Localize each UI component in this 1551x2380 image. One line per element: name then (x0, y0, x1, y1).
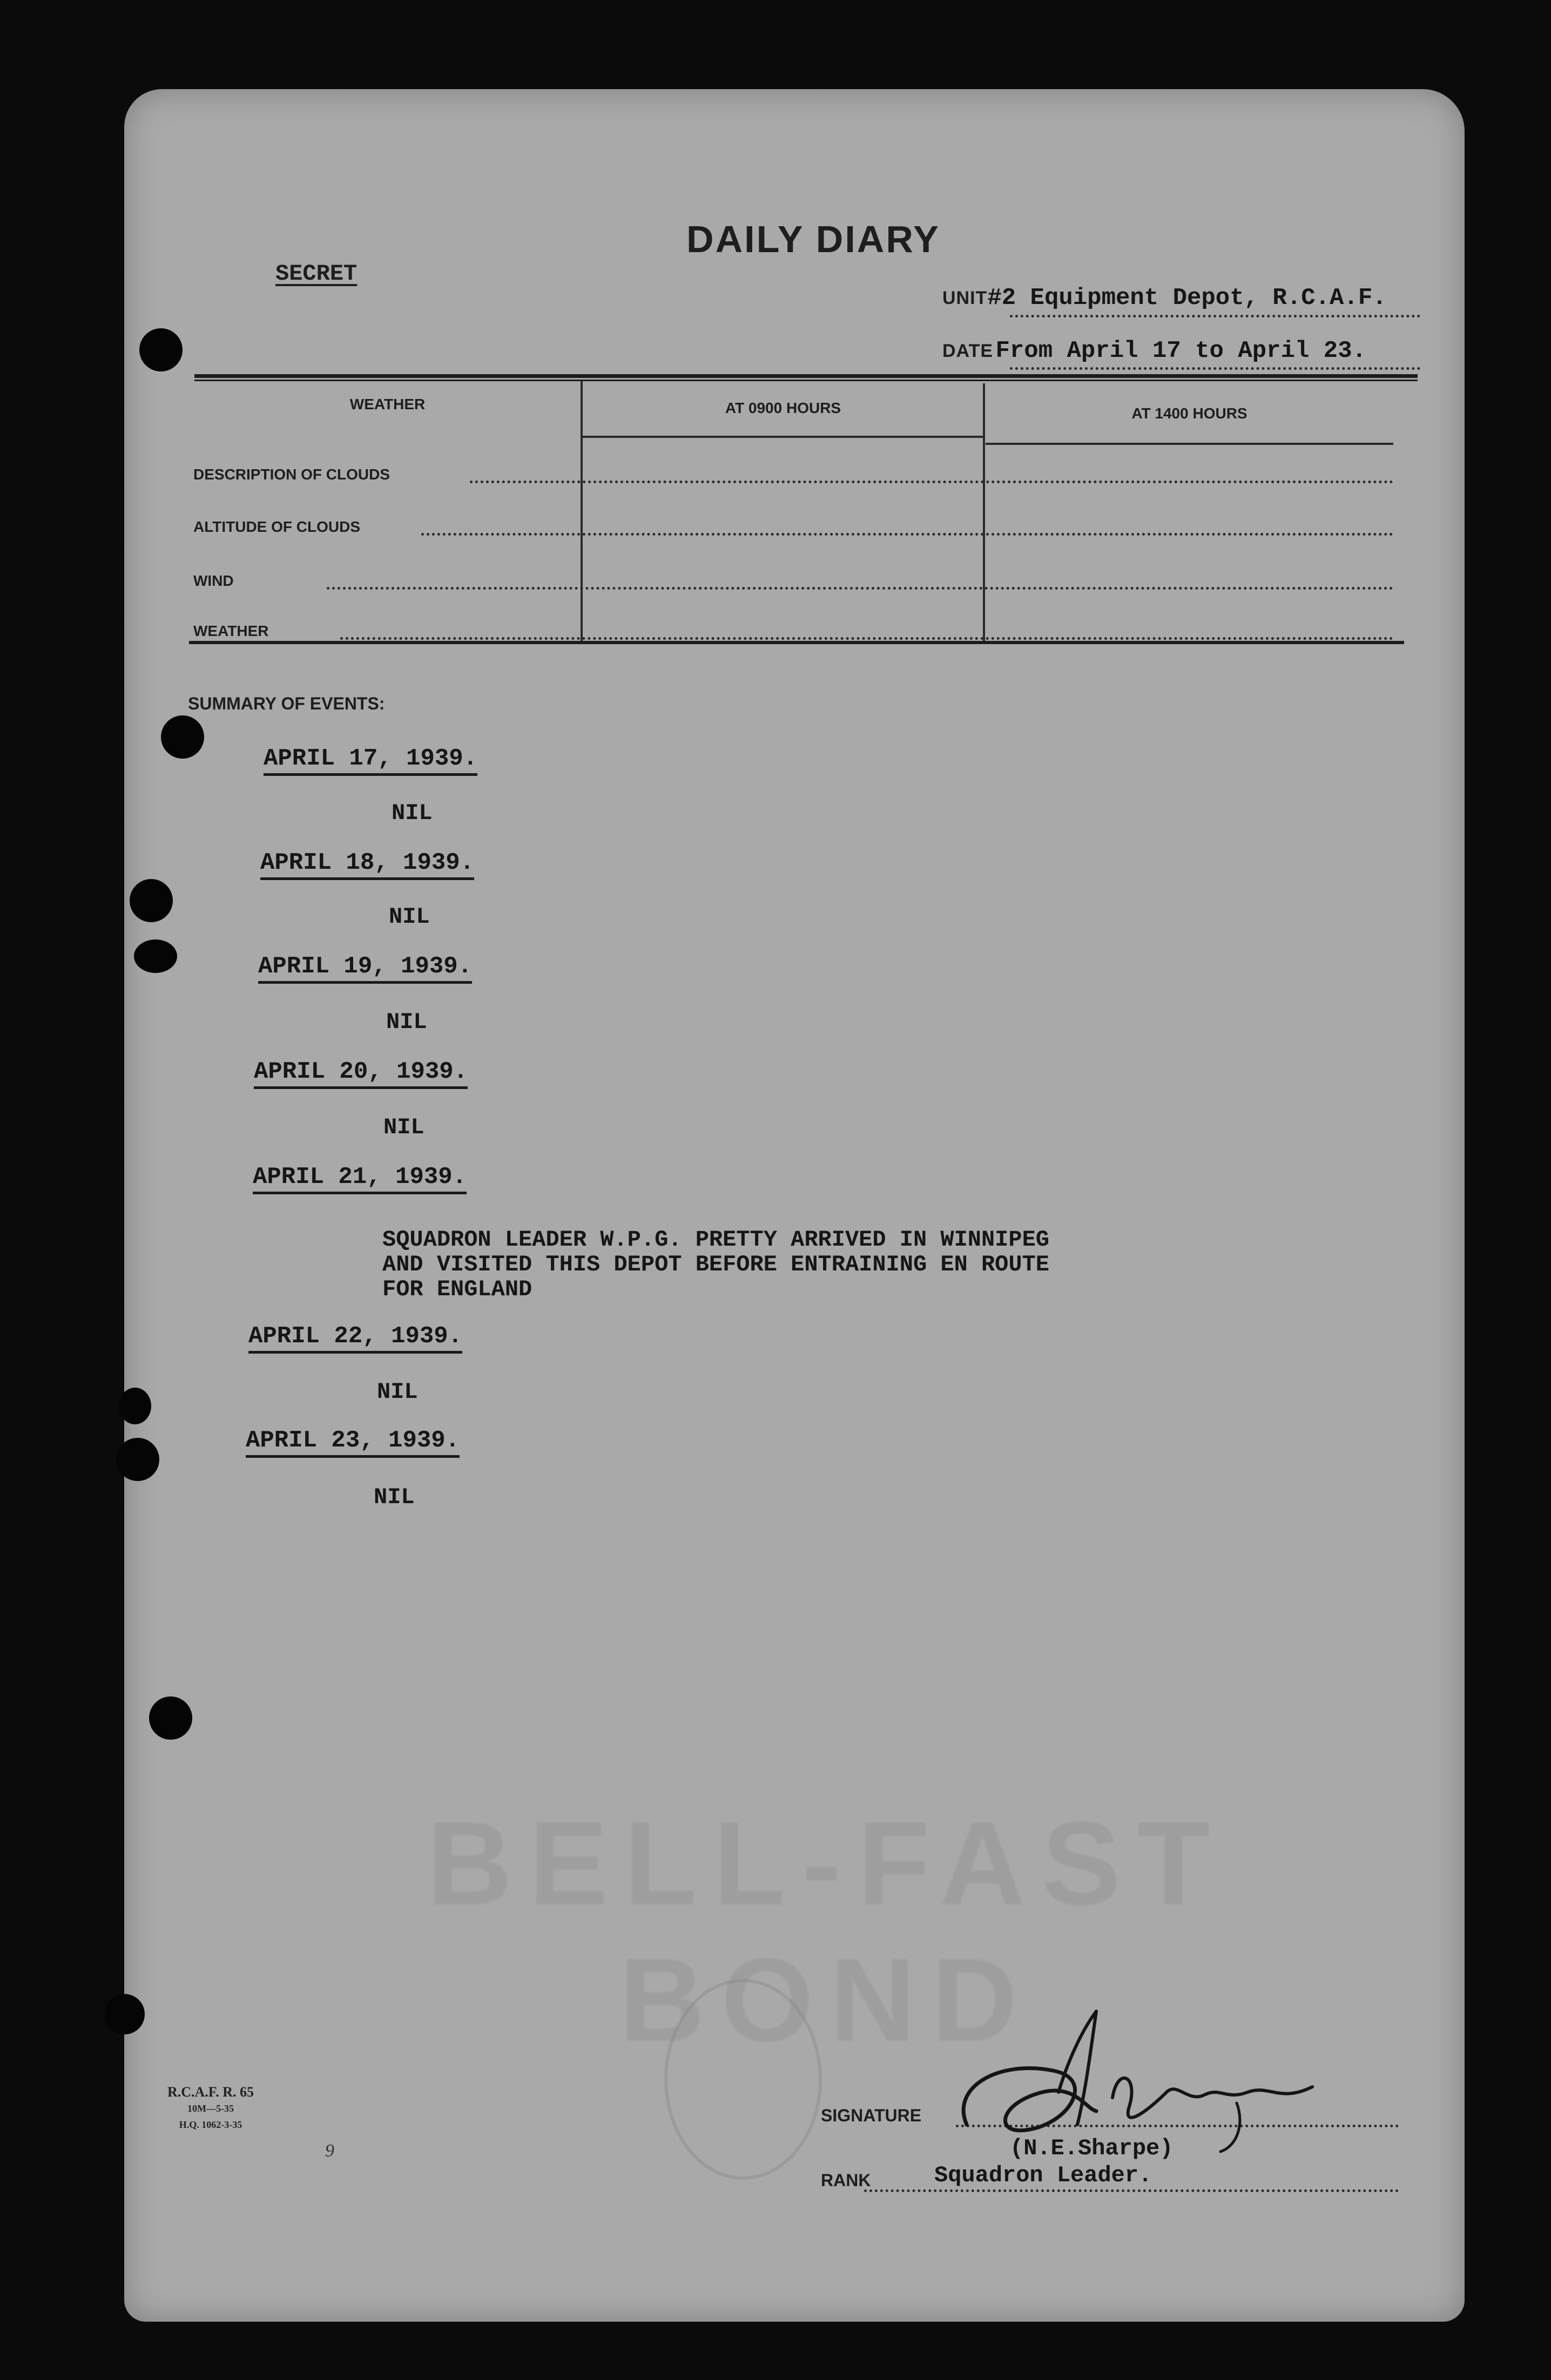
date-value: From April 17 to April 23. (995, 337, 1366, 364)
punch-hole (104, 1994, 145, 2034)
entry-text: NIL (386, 1009, 427, 1035)
date-label: DATE (942, 341, 994, 361)
row-dots-altitude (421, 533, 1393, 536)
row-label-wind: WIND (193, 572, 234, 589)
unit-label: UNIT (942, 288, 988, 308)
header-weather: WEATHER (349, 396, 426, 413)
form-code-line: R.C.A.F. R. 65 (167, 2084, 254, 2100)
header-0900: AT 0900 HOURS (725, 400, 841, 416)
entry-text: NIL (374, 1484, 415, 1510)
signature-label: SIGNATURE (821, 2106, 922, 2125)
row-dots-wind (327, 587, 1393, 590)
punch-hole (134, 939, 177, 973)
punch-hole (139, 328, 183, 371)
row-label-weather: WEATHER (193, 623, 269, 639)
unit-dotted-line (1010, 315, 1420, 317)
unit-value: #2 Equipment Depot, R.C.A.F. (987, 285, 1387, 312)
handwritten-signature (934, 2000, 1393, 2157)
classification-stamp: SECRET (275, 261, 358, 287)
paper-watermark: BELL-FAST BOND (427, 1797, 1226, 2066)
punch-hole (161, 715, 204, 759)
header-underline-1 (581, 436, 983, 438)
row-dots-description (470, 481, 1393, 483)
margin-note: 9 (325, 2141, 334, 2161)
entry-text-multiline: SQUADRON LEADER W.P.G. PRETTY ARRIVED IN WINNIPEG AND VISITED THIS DEPOT BEFORE ENTRAINING EN ROUTE FOR ENGLAND (382, 1227, 1050, 1302)
table-bottom-rule (189, 641, 1404, 644)
rank-value: Squadron Leader. (934, 2162, 1152, 2188)
punch-hole (130, 879, 173, 922)
summary-heading: SUMMARY OF EVENTS: (188, 694, 385, 713)
entry-text: NIL (377, 1379, 418, 1405)
punch-hole (149, 1696, 192, 1740)
entry-text: NIL (389, 904, 430, 930)
table-col-divider-2 (983, 383, 985, 643)
row-dots-weather (340, 637, 1393, 640)
entry-text: NIL (383, 1114, 424, 1140)
entry-date: APRIL 17, 1939. (264, 745, 477, 776)
table-top-rule-2 (194, 380, 1418, 381)
header-1400: AT 1400 HOURS (1131, 405, 1247, 422)
entry-date: APRIL 18, 1939. (260, 849, 474, 880)
header-underline-2 (986, 443, 1393, 445)
entry-date: APRIL 22, 1939. (248, 1323, 462, 1354)
table-top-rule (194, 374, 1418, 378)
form-code-line: 10M—5-35 (187, 2103, 234, 2114)
entry-date: APRIL 20, 1939. (254, 1058, 468, 1089)
unit-field (942, 285, 1387, 312)
date-field (942, 337, 1366, 364)
page-title: DAILY DIARY (686, 218, 940, 260)
form-code (146, 2084, 275, 2133)
diary-sheet (124, 89, 1465, 2322)
entry-date: APRIL 21, 1939. (253, 1164, 467, 1194)
entry-date: APRIL 23, 1939. (246, 1427, 460, 1458)
table-col-divider-1 (581, 381, 583, 643)
entry-date: APRIL 19, 1939. (258, 953, 472, 984)
punch-hole (116, 1438, 159, 1481)
rank-label: RANK (821, 2171, 871, 2190)
date-dotted-line (1010, 367, 1420, 370)
entry-text: NIL (392, 800, 433, 826)
form-code-line: H.Q. 1062-3-35 (179, 2119, 242, 2130)
row-label-altitude: ALTITUDE OF CLOUDS (193, 518, 361, 535)
punch-hole (119, 1388, 151, 1424)
row-label-description: DESCRIPTION OF CLOUDS (193, 466, 390, 483)
rank-dotted-line (864, 2189, 1399, 2192)
signer-name: (N.E.Sharpe) (1010, 2135, 1174, 2161)
